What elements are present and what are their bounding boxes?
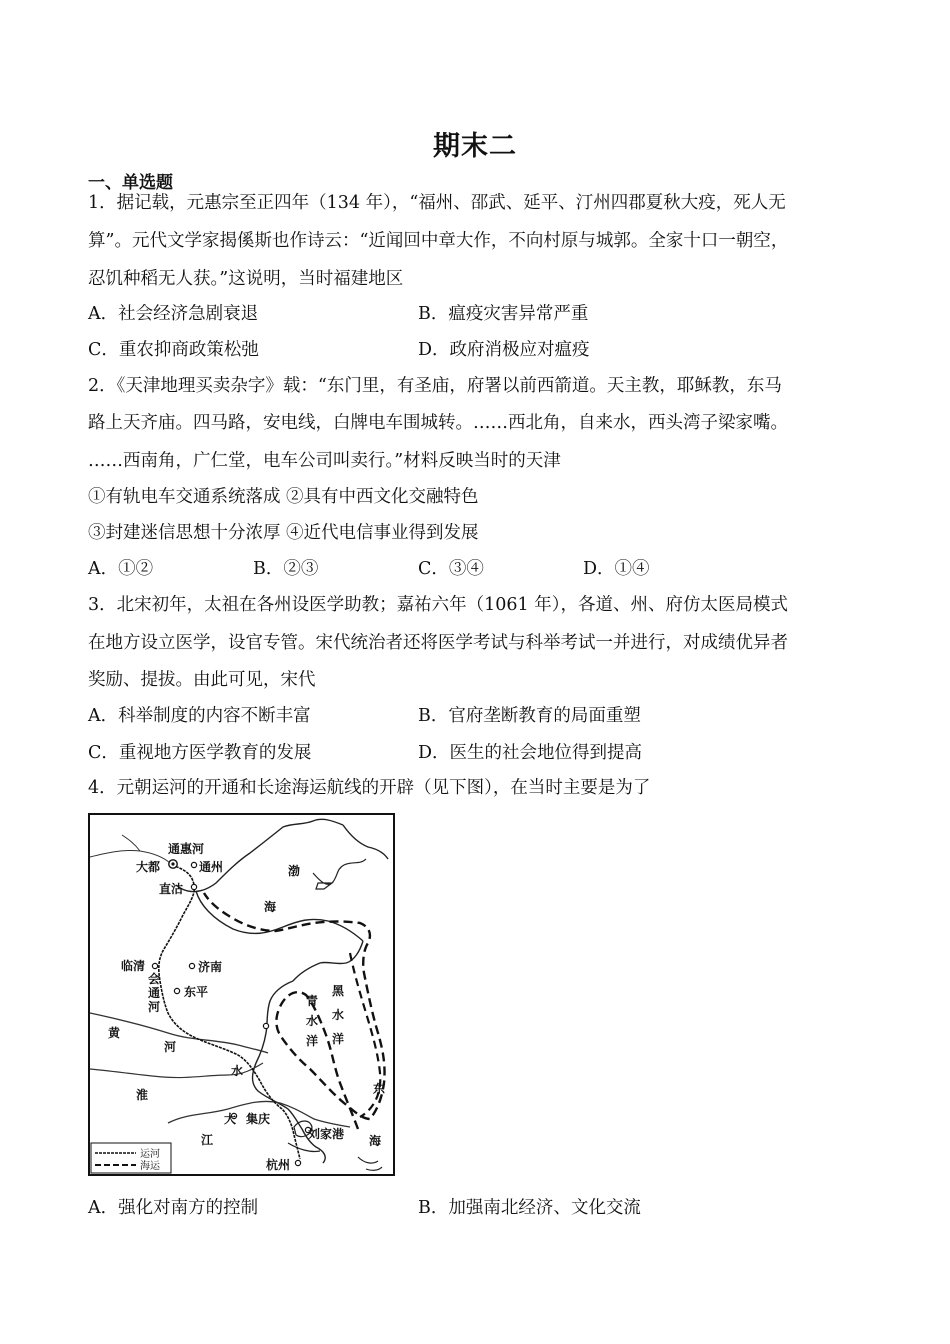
q3-option-c[interactable]: C．重视地方医学教育的发展 — [88, 743, 312, 763]
q1-stem-line-1: 1．据记载，元惠宗至正四年（134 年），“福州、邵武、延平、汀州四郡夏秋大疫，死人无 — [88, 193, 786, 213]
q2-option-c[interactable]: C．③④ — [418, 559, 484, 579]
label-hai-east: 海 — [369, 1134, 382, 1148]
q3-stem-line-1: 3．北宋初年，太祖在各州设医学助教；嘉祐六年（1061 年），各道、州、府仿太医局模式 — [88, 595, 788, 615]
yuan-canal-sea-route-map — [88, 813, 395, 1176]
q3-option-b[interactable]: B．官府垄断教育的局面重塑 — [418, 706, 641, 726]
label-yang-hei: 洋 — [332, 1032, 345, 1046]
q3-stem-line-2: 在地方设立医学，设官专管。宋代统治者还将医学考试与科举考试一并进行，对成绩优异者 — [88, 633, 788, 653]
section-heading: 一、单选题 — [88, 173, 173, 193]
label-jinan: 济南 — [198, 960, 223, 974]
q3-option-a[interactable]: A．科举制度的内容不断丰富 — [88, 706, 311, 726]
label-shui-qing: 水 — [306, 1014, 319, 1028]
label-yang-qing: 洋 — [306, 1034, 319, 1048]
label-huai: 淮 — [136, 1088, 149, 1102]
q2-option-b[interactable]: B．②③ — [253, 559, 319, 579]
label-zhigu: 直沽 — [159, 882, 184, 896]
q2-statement-3-4: ③封建迷信思想十分浓厚 ④近代电信事业得到发展 — [88, 523, 479, 543]
q1-stem-line-3: 忍饥种稻无人获。”这说明，当时福建地区 — [88, 269, 404, 289]
label-tong: 通 — [148, 986, 161, 1000]
q2-stem-line-3: ……西南角，广仁堂，电车公司叫卖行。”材料反映当时的天津 — [88, 451, 561, 471]
label-hai-bohai: 海 — [264, 900, 277, 914]
q3-option-d[interactable]: D．医生的社会地位得到提高 — [418, 743, 643, 763]
label-dadu: 大都 — [136, 860, 161, 874]
legend-canal-label: 运河 — [140, 1149, 160, 1160]
label-hangzhou: 杭州 — [266, 1158, 291, 1172]
label-he-canal: 河 — [148, 1000, 161, 1014]
q2-option-a[interactable]: A．①② — [88, 559, 154, 579]
label-jiqing: 集庆 — [246, 1112, 271, 1126]
label-dong: 东 — [373, 1082, 386, 1096]
label-linqing: 临清 — [121, 959, 146, 973]
label-jiang: 江 — [201, 1133, 214, 1147]
label-shui-hei: 水 — [332, 1008, 345, 1022]
q1-stem-line-2: 算”。元代文学家揭傒斯也作诗云：“近闻回中章大作，不向村原与城郭。全家十口一朝空， — [88, 231, 789, 251]
label-qing: 青 — [306, 994, 319, 1008]
q4-option-b[interactable]: B．加强南北经济、文化交流 — [418, 1198, 641, 1218]
q1-option-a[interactable]: A．社会经济急剧衰退 — [88, 304, 259, 324]
q1-option-c[interactable]: C．重农抑商政策松弛 — [88, 340, 259, 360]
label-shui-huai: 水 — [231, 1064, 244, 1078]
map-frame — [89, 814, 394, 1175]
page-title: 期末二 — [433, 131, 517, 162]
legend-sea-label: 海运 — [140, 1161, 160, 1172]
label-da: 大 — [224, 1112, 237, 1126]
q1-option-b[interactable]: B．瘟疫灾害异常严重 — [418, 304, 589, 324]
q4-option-a[interactable]: A．强化对南方的控制 — [88, 1198, 259, 1218]
label-hui: 会 — [148, 972, 161, 986]
label-dongping: 东平 — [184, 985, 209, 999]
q2-stem-line-1: 2．《天津地理买卖杂字》载：“东门里，有圣庙，府署以前西箭道。天主教，耶稣教，东马 — [88, 376, 782, 396]
q2-stem-line-2: 路上天齐庙。四马路，安电线，白牌电车围城转。……西北角，自来水，西头湾子梁家嘴。 — [88, 413, 788, 433]
q2-option-d[interactable]: D．①④ — [583, 559, 650, 579]
label-he-yellow: 河 — [164, 1040, 177, 1054]
label-hei: 黑 — [332, 984, 345, 998]
q2-statement-1-2: ①有轨电车交通系统落成 ②具有中西文化交融特色 — [88, 487, 479, 507]
label-tongzhou: 通州 — [199, 860, 224, 874]
q3-stem-line-3: 奖励、提拔。由此可见，宋代 — [88, 670, 316, 690]
q4-stem-line-1: 4．元朝运河的开通和长途海运航线的开辟（见下图），在当时主要是为了 — [88, 778, 651, 798]
label-huang: 黄 — [108, 1026, 121, 1040]
label-liujiagang: 刘家港 — [308, 1127, 345, 1141]
label-bo: 渤 — [288, 864, 301, 878]
q1-option-d[interactable]: D．政府消极应对瘟疫 — [418, 340, 590, 360]
label-tonghuihe: 通惠河 — [168, 842, 205, 856]
